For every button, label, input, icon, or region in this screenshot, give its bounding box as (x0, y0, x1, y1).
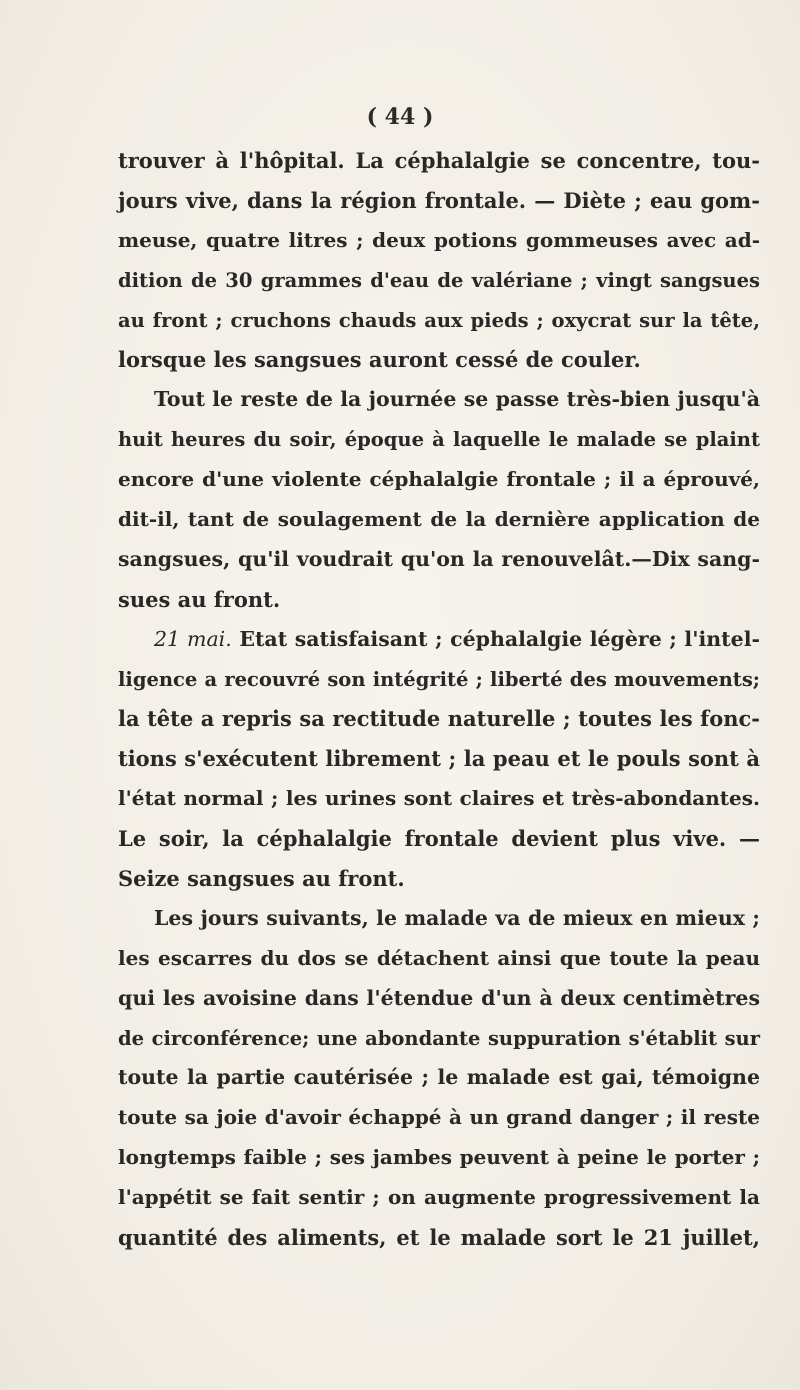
text-line: l'état normal ; les urines sont claires et très-abondantes. (118, 786, 760, 811)
text-line: Etat satisfaisant ; céphalalgie légère ; l'intel- (239, 626, 760, 651)
text-line: quantité des aliments, et le malade sort le 21 juillet, (118, 1225, 760, 1251)
text-line: Les jours suivants, le malade va de mieux en mieux ; (154, 905, 760, 930)
text-line: toute la partie cautérisée ; le malade est gai, témoigne (118, 1065, 760, 1090)
text-line: Seize sangsues au front. (118, 866, 405, 892)
text-line: toute sa joie d'avoir échappé à un grand danger ; il reste (118, 1105, 760, 1130)
text-line: Tout le reste de la journée se passe très-bien jusqu'à (154, 387, 760, 412)
text-line-dated (118, 620, 760, 660)
text-line: sangsues, qu'il voudrait qu'on la renouvelât.—Dix sang- (118, 546, 760, 571)
text-line: l'appétit se fait sentir ; on augmente progressivement la (118, 1185, 760, 1210)
text-line: ligence a recouvré son intégrité ; liberté des mouvements; (118, 667, 760, 691)
text-line: trouver à l'hôpital. La céphalalgie se concentre, tou- (118, 148, 760, 173)
text-line: les escarres du dos se détachent ainsi que toute la peau (118, 945, 760, 970)
text-line: qui les avoisine dans l'étendue d'un à deux centimètres (118, 985, 760, 1010)
text-line: sues au front. (118, 586, 281, 612)
text-line: huit heures du soir, époque à laquelle le malade se plaint (118, 428, 760, 452)
text-line: meuse, quatre litres ; deux potions gommeuses avec ad- (118, 227, 760, 252)
text-line: Le soir, la céphalalgie frontale devient plus vive. — (118, 826, 760, 852)
text-line: longtemps faible ; ses jambes peuvent à peine le porter ; (118, 1145, 760, 1170)
text-line: encore d'une violente céphalalgie frontale ; il a éprouvé, (118, 467, 760, 492)
text-line: la tête a repris sa rectitude naturelle ; toutes les fonc- (118, 706, 760, 732)
text-line: jours vive, dans la région frontale. — Diète ; eau gom- (118, 187, 760, 213)
page-number: ( 44 ) (366, 104, 434, 130)
text-line: tions s'exécutent librement ; la peau et le pouls sont à (118, 746, 760, 772)
text-line: dit-il, tant de soulagement de la dernière application de (118, 507, 760, 532)
body-text (118, 141, 760, 1258)
date-label: 21 mai. (154, 626, 232, 651)
text-line: de circonférence; une abondante suppuration s'établit sur (118, 1026, 760, 1050)
text-line: au front ; cruchons chauds aux pieds ; oxycrat sur la tête, (118, 308, 760, 332)
text-line: lorsque les sangsues auront cessé de couler. (118, 347, 641, 373)
text-line: dition de 30 grammes d'eau de valériane ; vingt sangsues (118, 268, 760, 292)
